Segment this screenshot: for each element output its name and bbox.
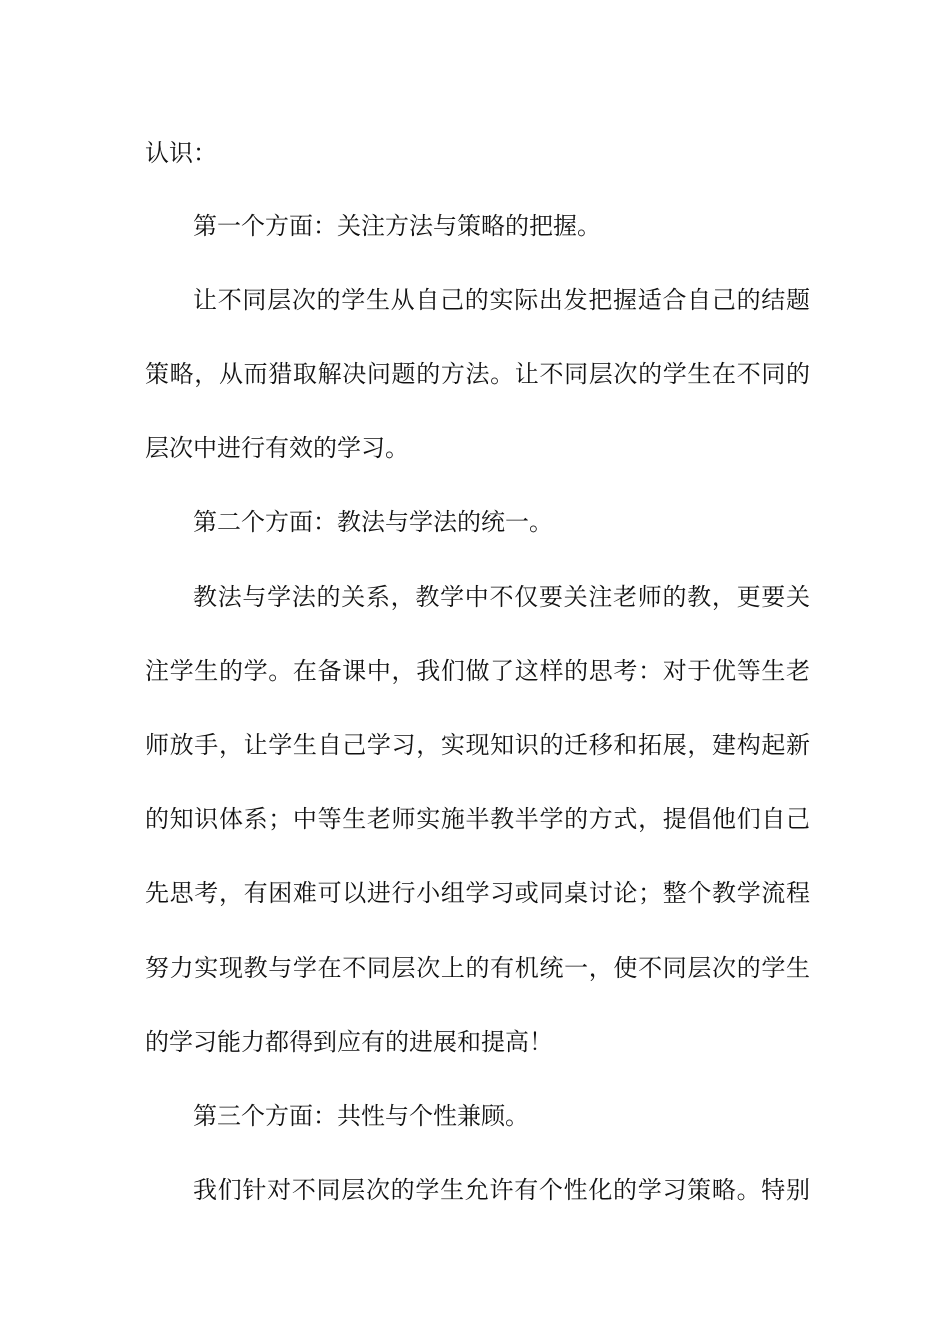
paragraph-line: 先思考，有困难可以进行小组学习或同桌讨论；整个教学流程 xyxy=(145,879,810,907)
paragraph-line: 注学生的学。在备课中，我们做了这样的思考：对于优等生老 xyxy=(145,657,810,685)
text-line-1: 认识： xyxy=(145,139,217,167)
paragraph-line: 层次中进行有效的学习。 xyxy=(145,434,409,462)
paragraph-line: 让不同层次的学生从自己的实际出发把握适合自己的结题 xyxy=(193,286,810,314)
paragraph-line: 努力实现教与学在不同层次上的有机统一，使不同层次的学生 xyxy=(145,954,810,982)
paragraph-line: 的知识体系；中等生老师实施半教半学的方式，提倡他们自己 xyxy=(145,805,810,833)
paragraph-line: 教法与学法的关系，教学中不仅要关注老师的教，更要关 xyxy=(193,583,810,611)
paragraph-line: 的学习能力都得到应有的进展和提高！ xyxy=(145,1028,553,1056)
section-heading-3: 第三个方面：共性与个性兼顾。 xyxy=(193,1102,529,1130)
section-heading-1: 第一个方面：关注方法与策略的把握。 xyxy=(193,212,601,240)
paragraph-line: 策略，从而猎取解决问题的方法。让不同层次的学生在不同的 xyxy=(145,360,810,388)
section-heading-2: 第二个方面：教法与学法的统一。 xyxy=(193,508,553,536)
paragraph-line: 师放手，让学生自己学习，实现知识的迁移和拓展，建构起新 xyxy=(145,731,810,759)
paragraph-line: 我们针对不同层次的学生允许有个性化的学习策略。特别 xyxy=(193,1176,810,1204)
